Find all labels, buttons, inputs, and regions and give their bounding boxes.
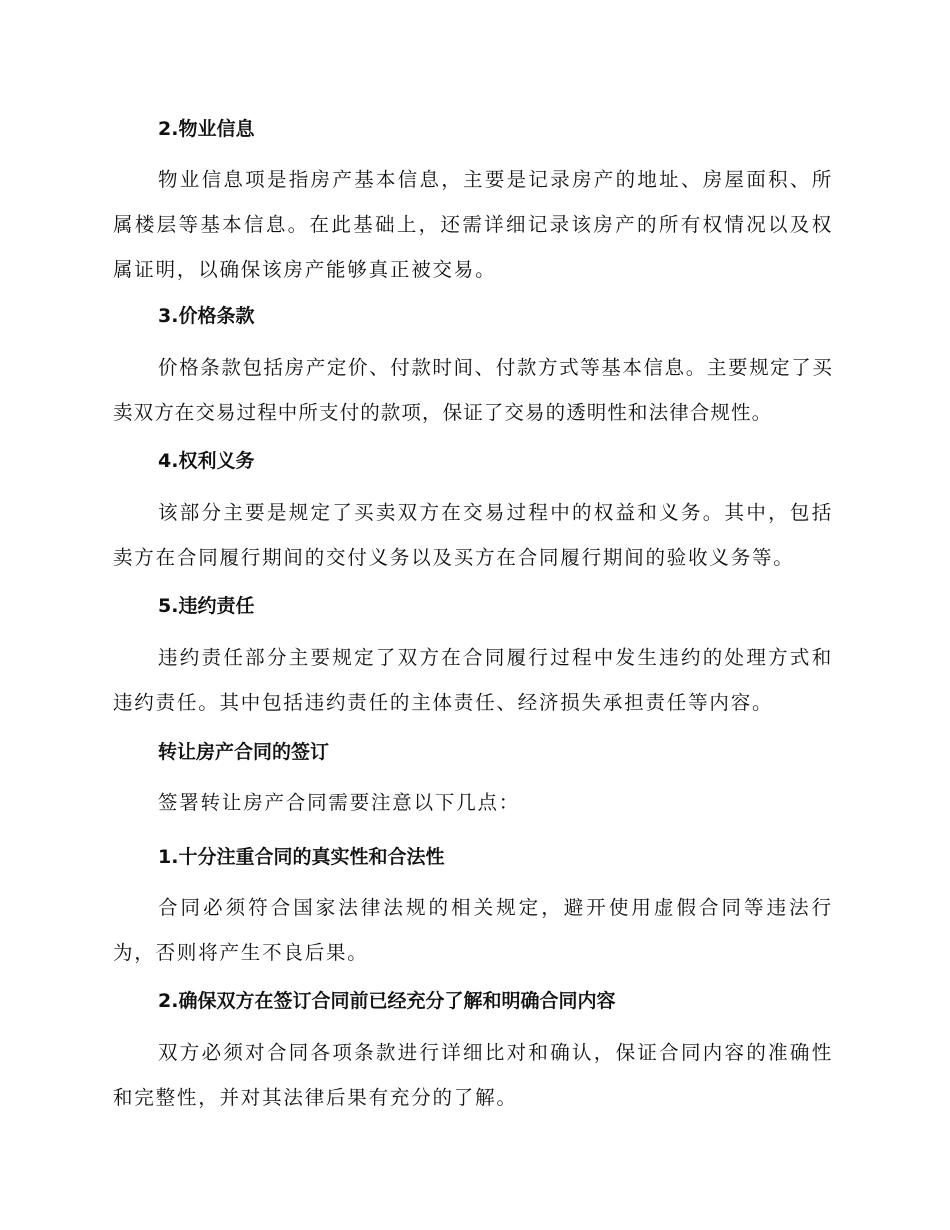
paragraph-price-terms: 价格条款包括房产定价、付款时间、付款方式等基本信息。主要规定了买卖双方在交易过程中所支付的款项，保证了交易的透明性和法律合规性。 — [113, 356, 833, 424]
paragraph-rights-obligations: 该部分主要是规定了买卖双方在交易过程中的权益和义务。其中，包括卖方在合同履行期间的交付义务以及买方在合同履行期间的验收义务等。 — [113, 501, 833, 569]
section-heading-breach-liability: 5.违约责任 — [158, 595, 255, 617]
section-heading-contract-signing: 转让房产合同的签订 — [158, 741, 330, 763]
section-heading-authenticity-legality: 1.十分注重合同的真实性和合法性 — [158, 846, 445, 868]
section-heading-property-info: 2.物业信息 — [158, 118, 255, 140]
paragraph-authenticity-legality: 合同必须符合国家法律法规的相关规定，避开使用虚假合同等违法行为，否则将产生不良后果。 — [113, 896, 833, 964]
section-heading-rights-obligations: 4.权利义务 — [158, 450, 255, 472]
section-heading-understand-content: 2.确保双方在签订合同前已经充分了解和明确合同内容 — [158, 990, 616, 1012]
paragraph-property-info: 物业信息项是指房产基本信息，主要是记录房产的地址、房屋面积、所属楼层等基本信息。在此基础上，还需详细记录该房产的所有权情况以及权属证明，以确保该房产能够真正被交易。 — [113, 168, 833, 281]
paragraph-signing-intro: 签署转让房产合同需要注意以下几点： — [158, 791, 521, 814]
paragraph-breach-liability: 违约责任部分主要规定了双方在合同履行过程中发生违约的处理方式和违约责任。其中包括违约责任的主体责任、经济损失承担责任等内容。 — [113, 646, 833, 714]
section-heading-price-terms: 3.价格条款 — [158, 305, 255, 327]
paragraph-understand-content: 双方必须对合同各项条款进行详细比对和确认，保证合同内容的准确性和完整性，并对其法律后果有充分的了解。 — [113, 1041, 833, 1109]
